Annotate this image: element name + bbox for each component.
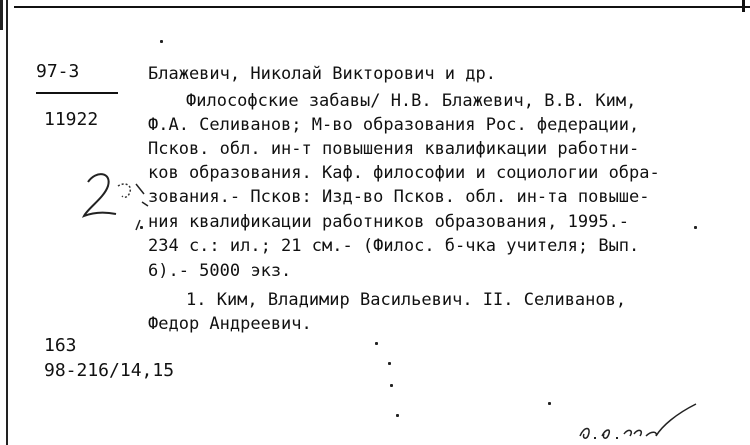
inventory-number: 11922 [44, 109, 99, 130]
body-line: 6).- 5000 экз. [148, 261, 292, 281]
handwritten-date-icon [572, 396, 702, 442]
body-line: Псков. обл. ин-т повышения квалификации работни- [148, 139, 640, 159]
card-left-edge [6, 0, 8, 445]
body-line: ков образования. Каф. философии и социологии обра- [148, 163, 660, 183]
code-line-1: 163 [44, 335, 77, 356]
speck [160, 40, 163, 43]
speck [694, 226, 697, 229]
speck [140, 226, 143, 229]
handwritten-mark-icon [78, 168, 150, 234]
call-number: 97-3 [36, 61, 80, 82]
speck [390, 384, 393, 387]
body-line: зования.- Псков: Изд-во Псков. обл. ин-та повыше- [148, 187, 650, 207]
author-heading: Блажевич, Николай Викторович и др. [148, 64, 496, 84]
body-line: ния квалификации работников образования, 1995.- [148, 212, 630, 232]
tracing-line: Федор Андреевич. [148, 314, 312, 334]
tracing-line: 1. Ким, Владимир Васильевич. II. Селиванов, [186, 290, 627, 310]
body-line: Ф.А. Селиванов; М-во образования Рос. федерации, [148, 115, 640, 135]
speck [375, 342, 378, 345]
card-right-edge-mark [742, 0, 745, 12]
card-top-edge [14, 6, 750, 8]
call-number-rule [36, 92, 118, 94]
code-line-2: 98-216/14,15 [44, 360, 175, 381]
body-line: 234 с.: ил.; 21 см.- (Филос. б-чка учителя; Вып. [148, 236, 640, 256]
speck [396, 414, 399, 417]
body-line: Философские забавы/ Н.В. Блажевич, В.В. Ким, [186, 91, 637, 111]
speck [548, 402, 551, 405]
speck [388, 362, 391, 365]
card-left-edge-mark [0, 0, 3, 30]
